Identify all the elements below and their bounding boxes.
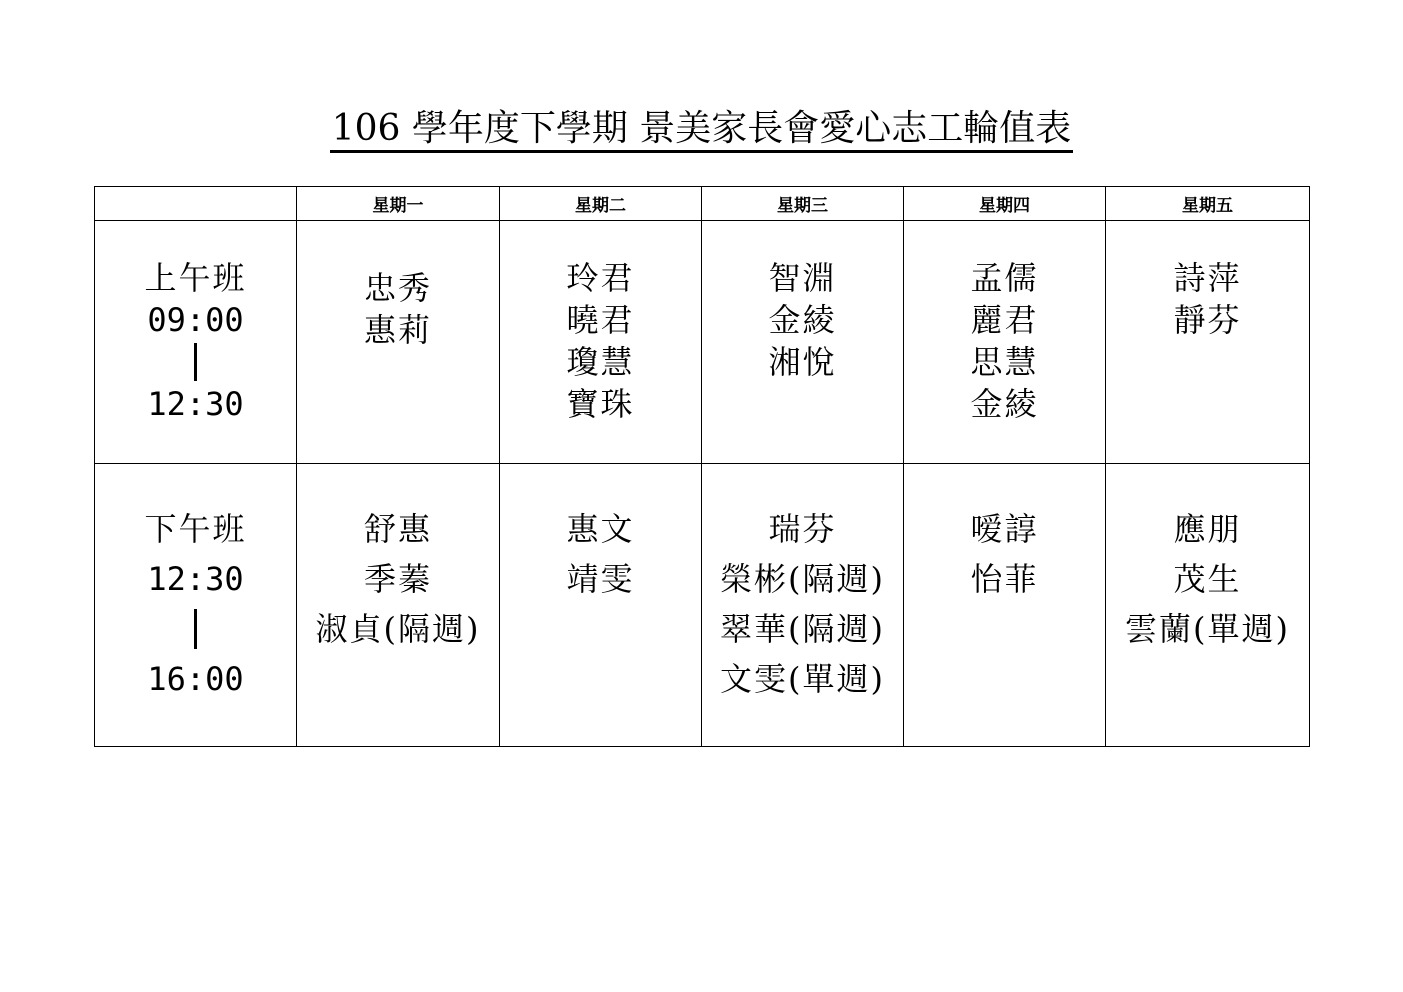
shift-start-time: 09:00 (147, 301, 244, 339)
shift-name: 下午班 (144, 510, 247, 548)
volunteer-name: 曉君 (566, 301, 635, 339)
volunteer-name: 思慧 (970, 343, 1039, 381)
afternoon-wednesday-cell (702, 464, 904, 747)
volunteer-name: 嗳諄 (970, 510, 1039, 548)
volunteer-name: 金綾 (768, 301, 837, 339)
volunteer-name: 智淵 (768, 259, 837, 297)
volunteer-name: 孟儒 (970, 259, 1039, 297)
volunteer-name: 惠莉 (363, 311, 432, 349)
volunteer-name: 湘悅 (768, 343, 837, 381)
volunteer-name: 玲君 (566, 259, 635, 297)
volunteer-name: 忠秀 (363, 269, 432, 307)
shift-end-time: 12:30 (147, 385, 244, 423)
volunteer-name: 雲蘭(單週) (1125, 610, 1290, 648)
day-header-thursday: 星期四 (904, 187, 1106, 221)
volunteer-name: 文雯(單週) (720, 660, 885, 698)
afternoon-shift-row (95, 464, 1310, 747)
morning-thursday-cell (904, 221, 1106, 464)
corner-cell (95, 187, 297, 221)
volunteer-name: 金綾 (970, 385, 1039, 423)
volunteer-name: 季蓁 (363, 560, 432, 598)
day-header-wednesday: 星期三 (702, 187, 904, 221)
volunteer-name: 麗君 (970, 301, 1039, 339)
shift-end-time: 16:00 (147, 660, 244, 698)
volunteer-name: 瓊慧 (566, 343, 635, 381)
time-range-divider (194, 604, 197, 654)
day-header-monday: 星期一 (297, 187, 500, 221)
table-header-row (95, 187, 1310, 221)
day-header-friday: 星期五 (1106, 187, 1310, 221)
afternoon-friday-cell (1106, 464, 1310, 747)
volunteer-name: 翠華(隔週) (720, 610, 885, 648)
volunteer-roster-table (94, 186, 1310, 747)
shift-start-time: 12:30 (147, 560, 244, 598)
page-title-text: 106 學年度下學期 景美家長會愛心志工輪值表 (330, 108, 1074, 153)
morning-shift-label-cell (95, 221, 297, 464)
morning-wednesday-cell (702, 221, 904, 464)
time-range-divider (194, 341, 197, 383)
morning-friday-cell (1106, 221, 1310, 464)
morning-shift-row (95, 221, 1310, 464)
volunteer-name: 靖雯 (566, 560, 635, 598)
volunteer-name: 瑞芬 (768, 510, 837, 548)
volunteer-name: 怡菲 (970, 560, 1039, 598)
afternoon-tuesday-cell (500, 464, 702, 747)
morning-monday-cell (297, 221, 500, 464)
volunteer-name: 淑貞(隔週) (315, 610, 481, 648)
volunteer-name: 詩萍 (1173, 259, 1242, 297)
volunteer-name: 應朋 (1173, 510, 1242, 548)
volunteer-name: 靜芬 (1173, 301, 1242, 339)
volunteer-name: 榮彬(隔週) (720, 560, 885, 598)
afternoon-shift-label-cell (95, 464, 297, 747)
volunteer-name: 舒惠 (363, 510, 432, 548)
morning-tuesday-cell (500, 221, 702, 464)
day-header-tuesday: 星期二 (500, 187, 702, 221)
volunteer-name: 寶珠 (566, 385, 635, 423)
afternoon-thursday-cell (904, 464, 1106, 747)
volunteer-name: 惠文 (566, 510, 635, 548)
afternoon-monday-cell (297, 464, 500, 747)
volunteer-name: 茂生 (1173, 560, 1242, 598)
page-title (0, 104, 1403, 154)
shift-name: 上午班 (144, 259, 247, 297)
